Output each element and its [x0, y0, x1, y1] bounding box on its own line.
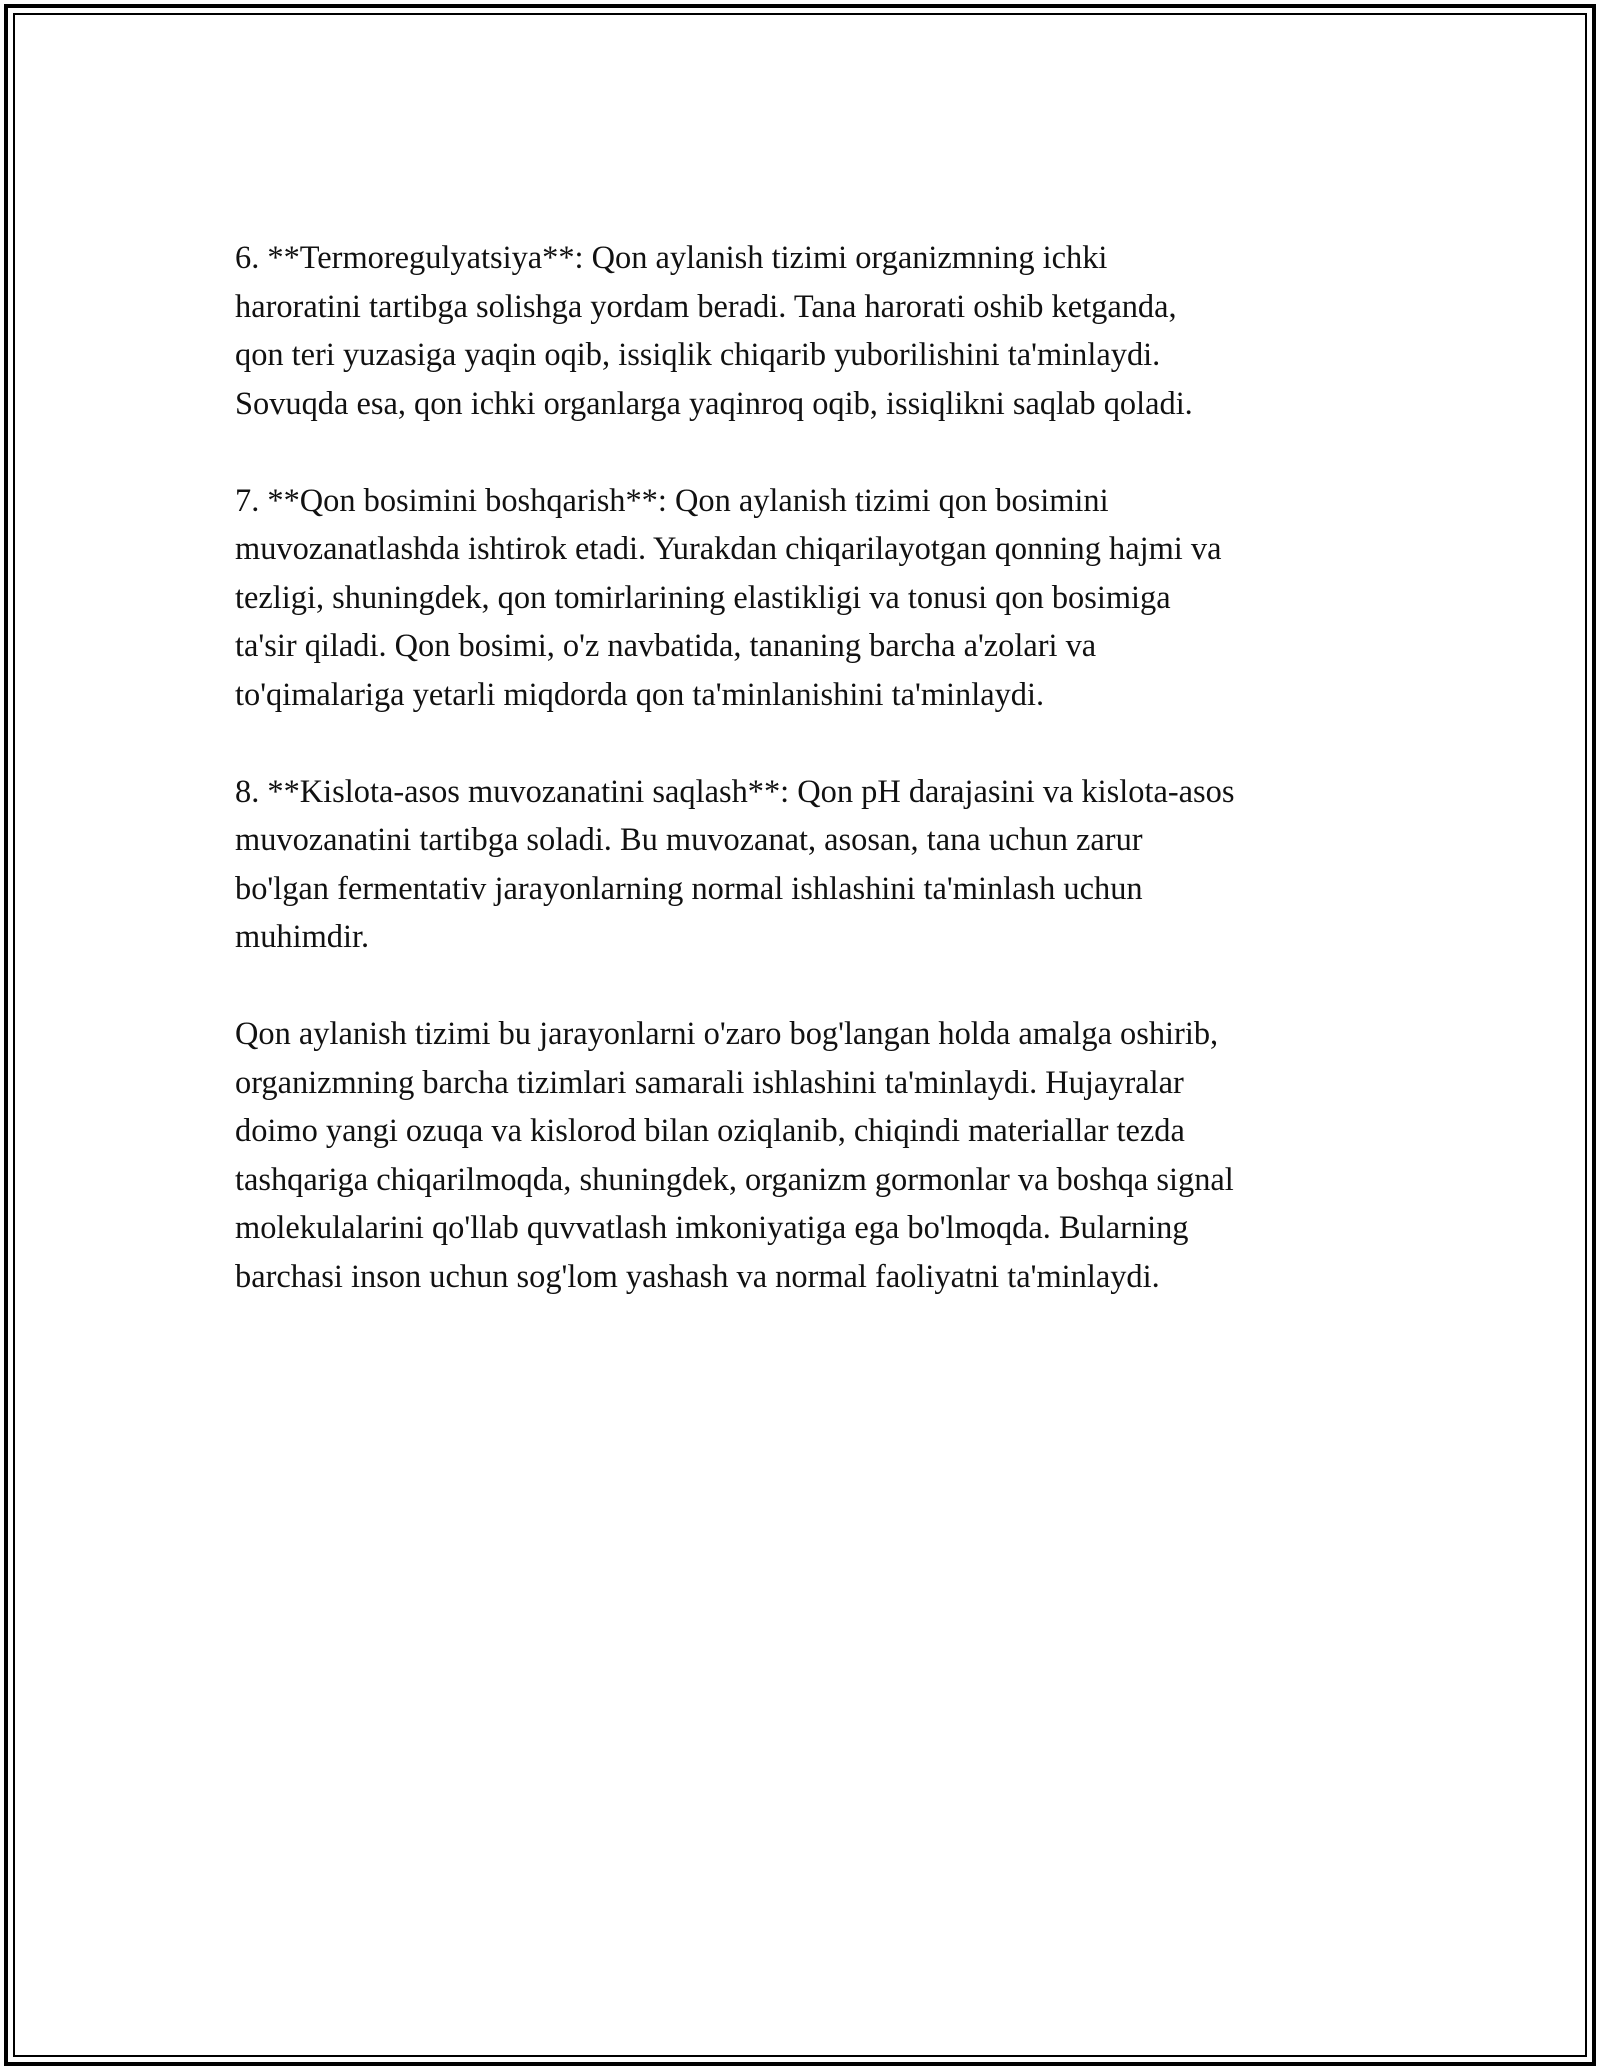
text-line: 7. **Qon bosimini boshqarish**: Qon aylanish tizimi qon bosimini: [235, 482, 1109, 519]
paragraph-acid-base: [235, 768, 1395, 962]
text-line: 6. **Termoregulyatsiya**: Qon aylanish tizimi organizmning ichki: [235, 240, 1108, 276]
text-line: 8. **Kislota-asos muvozanatini saqlash**: Qon pH darajasini va kislota-asos: [235, 773, 1235, 810]
text-line: Qon aylanish tizimi bu jarayonlarni o'zaro bog'langan holda amalga oshirib,: [235, 1016, 1219, 1052]
paragraph-conclusion: [235, 1010, 1395, 1301]
text-line: Sovuqda esa, qon ichki organlarga yaqinroq oqib, issiqlikni saqlab qoladi.: [235, 385, 1193, 422]
text-line: qon teri yuzasiga yaqin oqib, issiqlik chiqarib yuborilishini ta'minlaydi.: [235, 337, 1161, 373]
text-line: muvozanatlashda ishtirok etadi. Yurakdan chiqarilayotgan qonning hajmi va: [235, 531, 1222, 567]
text-line: muvozanatini tartibga soladi. Bu muvozanat, asosan, tana uchun zarur: [235, 822, 1143, 858]
text-line: molekulalarini qo'llab quvvatlash imkoniyatiga ega bo'lmoqda. Bularning: [235, 1210, 1189, 1246]
text-line: organizmning barcha tizimlari samarali ishlashini ta'minlaydi. Hujayralar: [235, 1064, 1184, 1101]
paragraph-thermoregulation: [235, 234, 1395, 428]
document-body: [235, 234, 1395, 1350]
text-line: tezligi, shuningdek, qon tomirlarining elastikligi va tonusi qon bosimiga: [235, 579, 1171, 616]
text-line: to'qimalariga yetarli miqdorda qon ta'minlanishini ta'minlaydi.: [235, 676, 1045, 713]
text-line: ta'sir qiladi. Qon bosimi, o'z navbatida, tananing barcha a'zolari va: [235, 628, 1097, 664]
text-line: barchasi inson uchun sog'lom yashash va normal faoliyatni ta'minlaydi.: [235, 1258, 1160, 1295]
paragraph-blood-pressure: [235, 477, 1395, 720]
text-line: muhimdir.: [235, 919, 370, 955]
text-line: tashqariga chiqarilmoqda, shuningdek, organizm gormonlar va boshqa signal: [235, 1161, 1234, 1198]
text-line: haroratini tartibga solishga yordam beradi. Tana harorati oshib ketganda,: [235, 288, 1177, 325]
text-line: bo'lgan fermentativ jarayonlarning normal ishlashini ta'minlash uchun: [235, 870, 1143, 907]
text-line: doimo yangi ozuqa va kislorod bilan oziqlanib, chiqindi materiallar tezda: [235, 1113, 1185, 1149]
